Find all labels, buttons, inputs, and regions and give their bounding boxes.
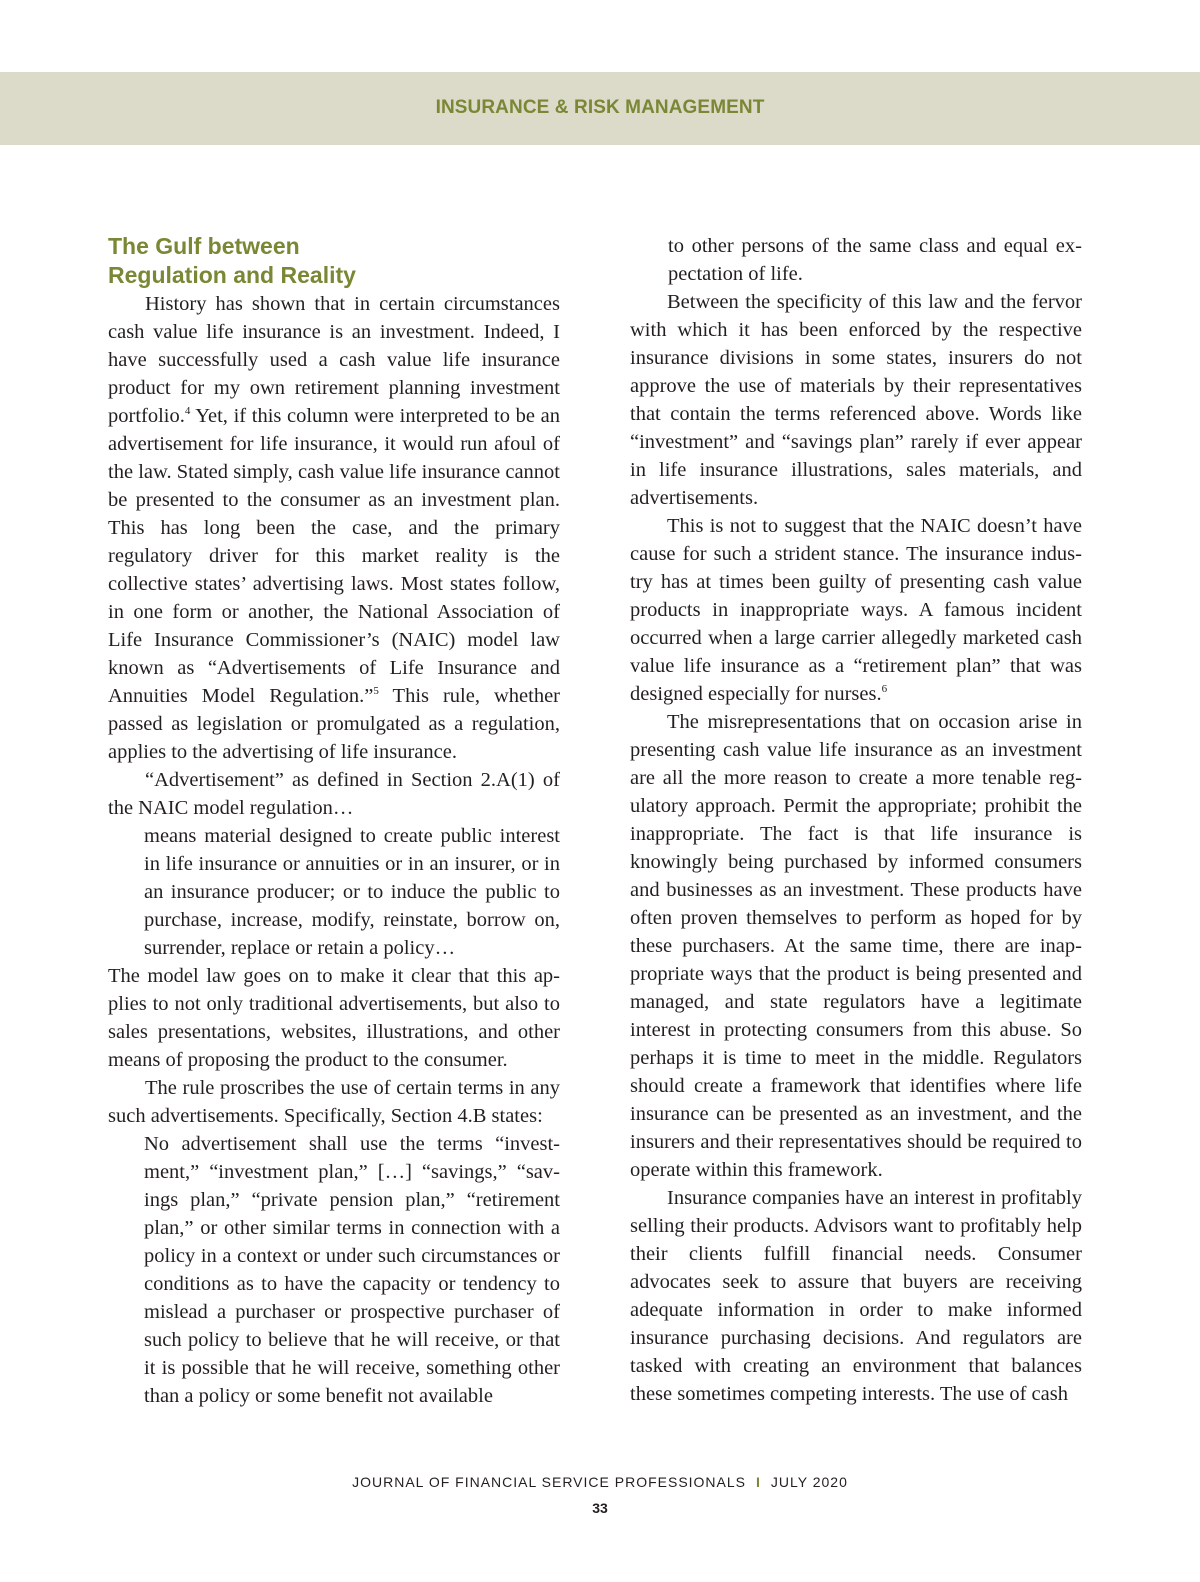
paragraph-6 bbox=[630, 512, 1082, 708]
right-column bbox=[630, 232, 1082, 1408]
left-column bbox=[108, 232, 560, 1410]
footer-separator: I bbox=[756, 1474, 761, 1490]
block-quote-1: means material designed to create public interest in life insurance or annuities or in an insurer, or in an insurance producer; or to induce the public to purchase, increase, modify, reinstate, borrow on, surrender, replace or retain a policy… bbox=[144, 825, 560, 959]
paragraph-5: Between the specificity of this law and the fervor with which it has been enforced by the respective insurance divisions in some states, insurers do not approve the use of materials by their representatives that contain the terms referenced above. Words like “investment” and “savings plan” rarely if ever appear in life insurance illustrations, sales materials, and advertisements. bbox=[630, 291, 1082, 509]
paragraph-1-text-c: This rule, whether passed as legislation or promulgated as a regulation, applies to the advertising of life insurance. bbox=[108, 685, 560, 763]
subheading-line-1: The Gulf between bbox=[108, 233, 300, 259]
issue-date: JULY 2020 bbox=[770, 1474, 848, 1490]
paragraph-6-text: This is not to suggest that the NAIC doesn’t have cause for such a strident stance. The insurance industry has at times been guilty of presenting cash value products in inappropriate ways. A famous incident occurred when a large carrier allegedly marketed cash value life insurance as a “retirement plan” that was designed especially for nurses. bbox=[630, 515, 1082, 705]
page-number: 33 bbox=[592, 1500, 608, 1516]
paragraph-2: “Advertisement” as defined in Section 2.A(1) of the NAIC model regulation… bbox=[108, 769, 560, 819]
section-title: INSURANCE & RISK MANAGEMENT bbox=[435, 97, 765, 118]
subheading-line-2: Regulation and Reality bbox=[108, 262, 356, 288]
block-quote-2-continued: to other persons of the same class and equal expectation of life. bbox=[668, 235, 1082, 285]
paragraph-1-text-b: Yet, if this column were interpreted to be an advertisement for life insurance, it would run afoul of the law. Stated simply, cash value life insurance cannot be presented to the consumer as an investment plan. This has long been the case, and the primary regulatory driver for this market reality is the collective states’ advertising laws. Most states follow, in one form or another, the National Association of Life Insurance Commissioner’s (NAIC) model law known as “Advertisements of Life Insurance and Annuities Model Regulation.” bbox=[108, 405, 560, 707]
paragraph-4: The rule proscribes the use of certain terms in any such advertisements. Specifically, Section 4.B states: bbox=[108, 1077, 560, 1127]
article-subheading bbox=[108, 232, 560, 290]
footnote-ref-4: 4 bbox=[184, 405, 191, 417]
paragraph-3: The model law goes on to make it clear that this applies to not only traditional advertisements, but also to sales presentations, websites, illustrations, and other means of proposing the product to the consumer. bbox=[108, 965, 560, 1071]
footer-journal-line bbox=[0, 1474, 1200, 1490]
paragraph-1 bbox=[108, 290, 560, 766]
footnote-ref-5: 5 bbox=[373, 685, 379, 697]
footnote-ref-6: 6 bbox=[881, 683, 888, 695]
paragraph-8: Insurance companies have an interest in profitably selling their products. Advisors want to profitably help their clients fulfill financial needs. Consumer advocates seek to assure that buyers are receiving adequate information in order to make informed insurance purchasing decisions. And regulators are tasked with creating an environment that balances these sometimes competing interests. The use of cash bbox=[630, 1187, 1082, 1405]
journal-name: JOURNAL OF FINANCIAL SERVICE PROFESSIONALS bbox=[352, 1474, 747, 1490]
paragraph-1-text-a: History has shown that in certain circumstances cash value life insurance is an investment. Indeed, I have successfully used a cash value life insurance product for my own retirement planning investment portfolio. bbox=[108, 293, 560, 427]
block-quote-2: No advertisement shall use the terms “investment,” “investment plan,” […] “savings,” “savings plan,” “private pension plan,” “retirement plan,” or other similar terms in connection with a policy in a context or under such circumstances or conditions as to have the capacity or tendency to mislead a purchaser or prospective purchaser of such policy to believe that he will receive, or that it is possible that he will receive, something other than a policy or some benefit not available bbox=[144, 1133, 560, 1407]
paragraph-7: The misrepresentations that on occasion arise in presenting cash value life insurance as an investment are all the more reason to create a more tenable regulatory approach. Permit the appropriate; prohibit the inappropriate. The fact is that life insurance is knowingly being purchased by informed consumers and businesses as an investment. These products have often proven themselves to perform as hoped for by these purchasers. At the same time, there are inappropriate ways that the product is being presented and managed, and state regulators have a legitimate interest in protecting consumers from this abuse. So perhaps it is time to meet in the middle. Regulators should create a framework that identifies where life insurance can be presented as an investment, and the insurers and their representatives should be required to operate within this framework. bbox=[630, 711, 1082, 1181]
